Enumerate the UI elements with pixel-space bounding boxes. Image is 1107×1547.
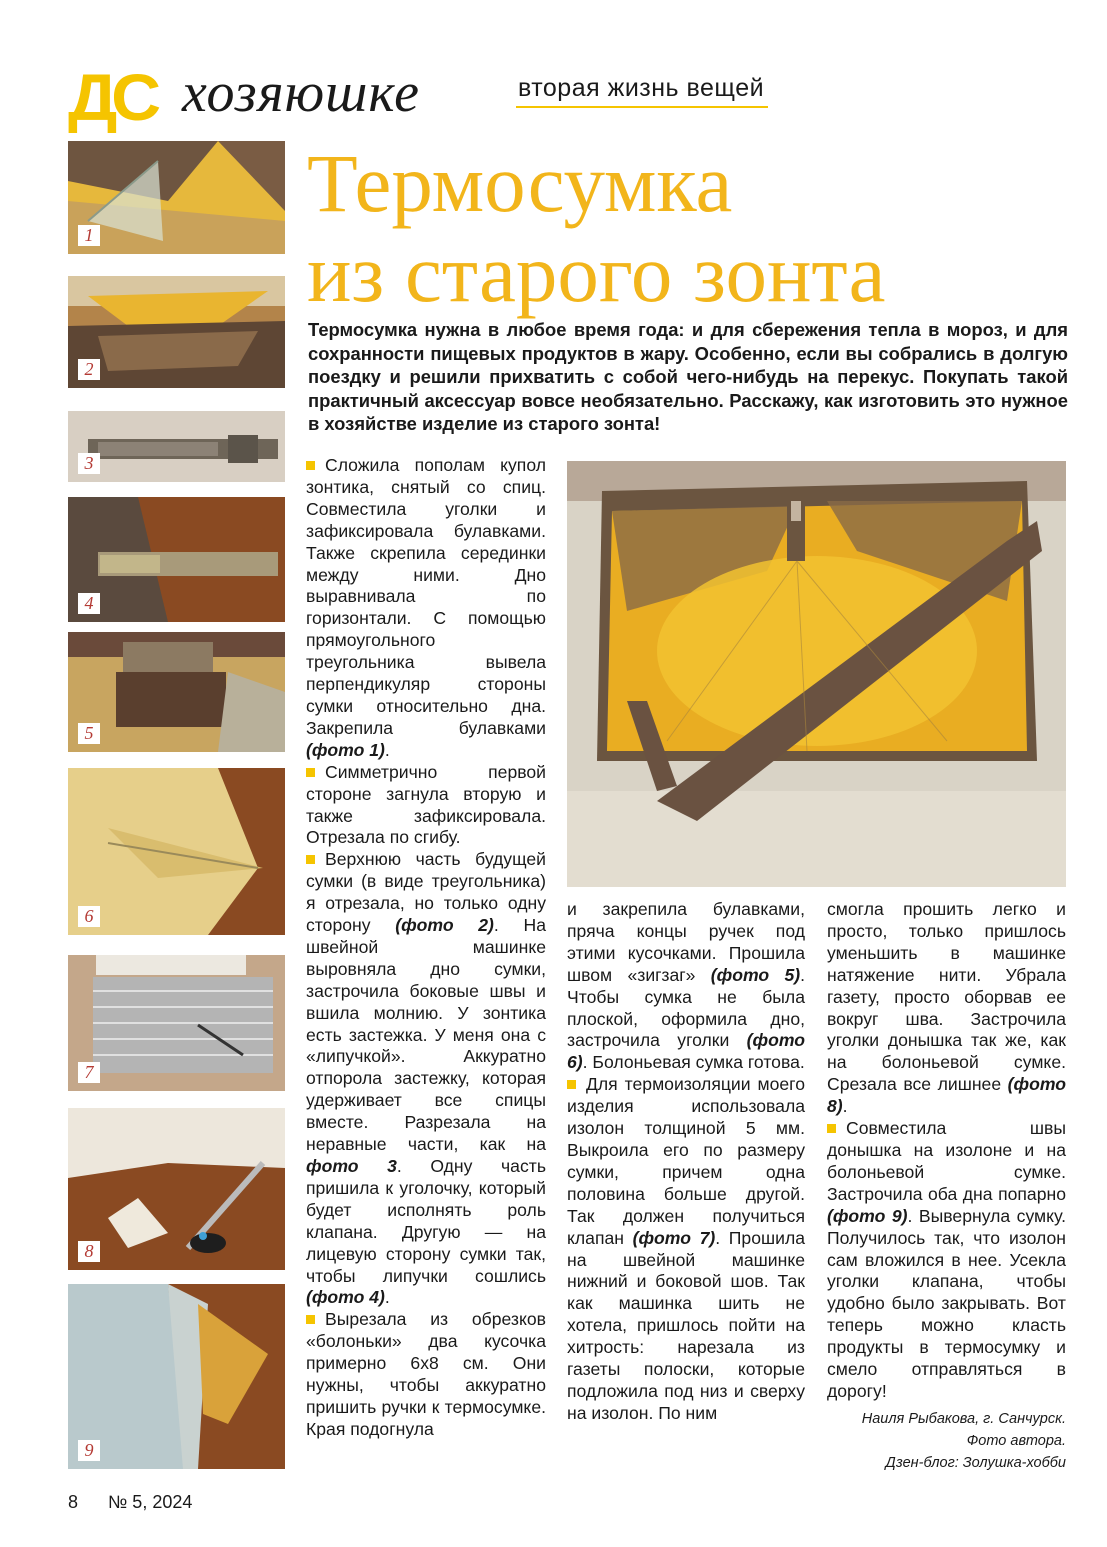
bullet-icon [567, 1080, 576, 1089]
photo-number: 2 [78, 359, 100, 380]
photo-3 [68, 411, 285, 482]
rubric-label: вторая жизнь вещей [516, 74, 768, 108]
bullet-icon [827, 1124, 836, 1133]
photo-number: 6 [78, 906, 100, 927]
photo-4 [68, 497, 285, 622]
photo-reference: (фото 5) [710, 964, 801, 985]
paragraph: Вырезала из обрезков «болоньки» два кусочка примерно 6х8 см. Они нужны, чтобы аккуратно пришить ручки к термосумке. Края подогнула [306, 1309, 546, 1439]
photo-reference: (фото 8) [827, 1074, 1066, 1117]
body-column-1 [306, 455, 546, 1441]
photo-number: 5 [78, 723, 100, 744]
photo-number: 8 [78, 1241, 100, 1262]
bullet-icon [306, 461, 315, 470]
photo-2 [68, 276, 285, 388]
photo-number: 9 [78, 1440, 100, 1461]
paragraph: смогла прошить легко и просто, только пришлось уменьшить в машинке натяжение нити. Убрала газету, просто оборвав ее вокруг шва. Застрочила уголки донышка так же, как на болоньевой сумке. Срезала все лишнее (фото 8). [827, 899, 1066, 1117]
paragraph: Верхнюю часть будущей сумки (в виде треугольника) я отрезала, но только одну сторону (фото 2). На швейной машинке выровняла дно сумки, застрочила боковые швы и вшила молнию. У зонтика есть застежка. У меня она с «липучкой». Аккуратно отпорола застежку, которая удерживает все спицы вместе. Разрезала на неравные части, как на фото 3. Одну часть пришила к уголочку, который будет исполнять роль клапана. Другую — на лицевую сторону сумки так, чтобы липучки сошлись (фото 4). [306, 849, 546, 1308]
photo-reference: фото 3 [306, 1156, 397, 1176]
photo-number: 1 [78, 225, 100, 246]
photo-8 [68, 1108, 285, 1270]
page-number: 8 [68, 1492, 79, 1512]
article-lead: Термосумка нужна в любое время года: и для сбережения тепла в мороз, и для сохранности пищевых продуктов в жару. Особенно, если вы собрались в долгую поездку и решили прихватить с собой чего-нибудь на перекус. Покупать такой практичный аксессуар вовсе необязательно. Расскажу, как изготовить это нужное в хозяйстве изделие из старого зонта! [308, 319, 1068, 434]
photo-reference: (фото 2) [395, 915, 494, 936]
bullet-icon [306, 855, 315, 864]
title-line-2: из старого зонта [307, 227, 886, 319]
title-line-1: Термосумка [307, 137, 733, 229]
article-title [307, 138, 1087, 318]
photo-reference: (фото 7) [632, 1227, 716, 1248]
issue-label: № 5, 2024 [108, 1492, 193, 1512]
main-photo-bag [567, 461, 1066, 887]
photo-reference: (фото 4) [306, 1287, 385, 1308]
paragraph: и закрепила булавками, пряча концы ручек под этими кусочками. Прошила швом «зигзаг» (фото 5). Чтобы сумка не была плоской, оформила дно, застрочила уголки (фото 6). Болоньевая сумка готова. [567, 899, 805, 1073]
photo-credit: Фото автора. [966, 1433, 1066, 1449]
paragraph: Для термоизоляции моего изделия использовала изолон толщиной 5 мм. Выкроила его по размеру сумки, причем одна половина больше другой. Так должен получиться клапан (фото 7). Прошила на швейной машинке нижний и боковой шов. Так как машинка шить не хотела, пришлось пойти на хитрость: нарезала из газеты полоски, которые подложила под низ и сверху на изолон. По ним [567, 1074, 805, 1423]
paragraph: Симметрично первой стороне загнула вторую и также зафиксировала. Отрезала по сгибу. [306, 761, 546, 848]
photo-reference: (фото 9) [827, 1205, 908, 1226]
paragraph: Совместила швы донышка на изолоне и на болоньевой сумке. Застрочила оба дна попарно (фото 9). Вывернула сумку. Получилось так, что изолон сам вложился в нее. Усекла уголки клапана, чтобы удобно было закрывать. Вот теперь можно класть продукты в термосумку и смело отправляться в дорогу! [827, 1118, 1066, 1401]
photo-reference: (фото 6) [567, 1030, 805, 1073]
author-credit: Наиля Рыбакова, г. Санчурск. [861, 1411, 1066, 1427]
photo-5 [68, 632, 285, 752]
photo-number: 4 [78, 593, 100, 614]
photo-number: 7 [78, 1062, 100, 1083]
photo-9 [68, 1284, 285, 1469]
blog-credit: Дзен-блог: Золушка-хобби [885, 1455, 1066, 1471]
body-column-2 [567, 899, 805, 1425]
magazine-logo: ДС [68, 60, 155, 134]
paragraph: Сложила пополам купол зонтика, снятый со спиц. Совместила уголки и зафиксировала булавками. Также скрепила серединки между ними. Дно выравнивала по горизонтали. С помощью прямоугольного треугольника вывела перпендикуляр стороны сумки относительно дна. Закрепила булавками (фото 1). [306, 455, 546, 760]
section-name: хозяюшке [182, 62, 421, 124]
photo-1 [68, 141, 285, 254]
photo-6 [68, 768, 285, 935]
photo-reference: (фото 1) [306, 739, 385, 760]
photo-number: 3 [78, 453, 100, 474]
bullet-icon [306, 1315, 315, 1324]
photo-7 [68, 955, 285, 1091]
bullet-icon [306, 768, 315, 777]
body-column-3 [827, 899, 1066, 1403]
